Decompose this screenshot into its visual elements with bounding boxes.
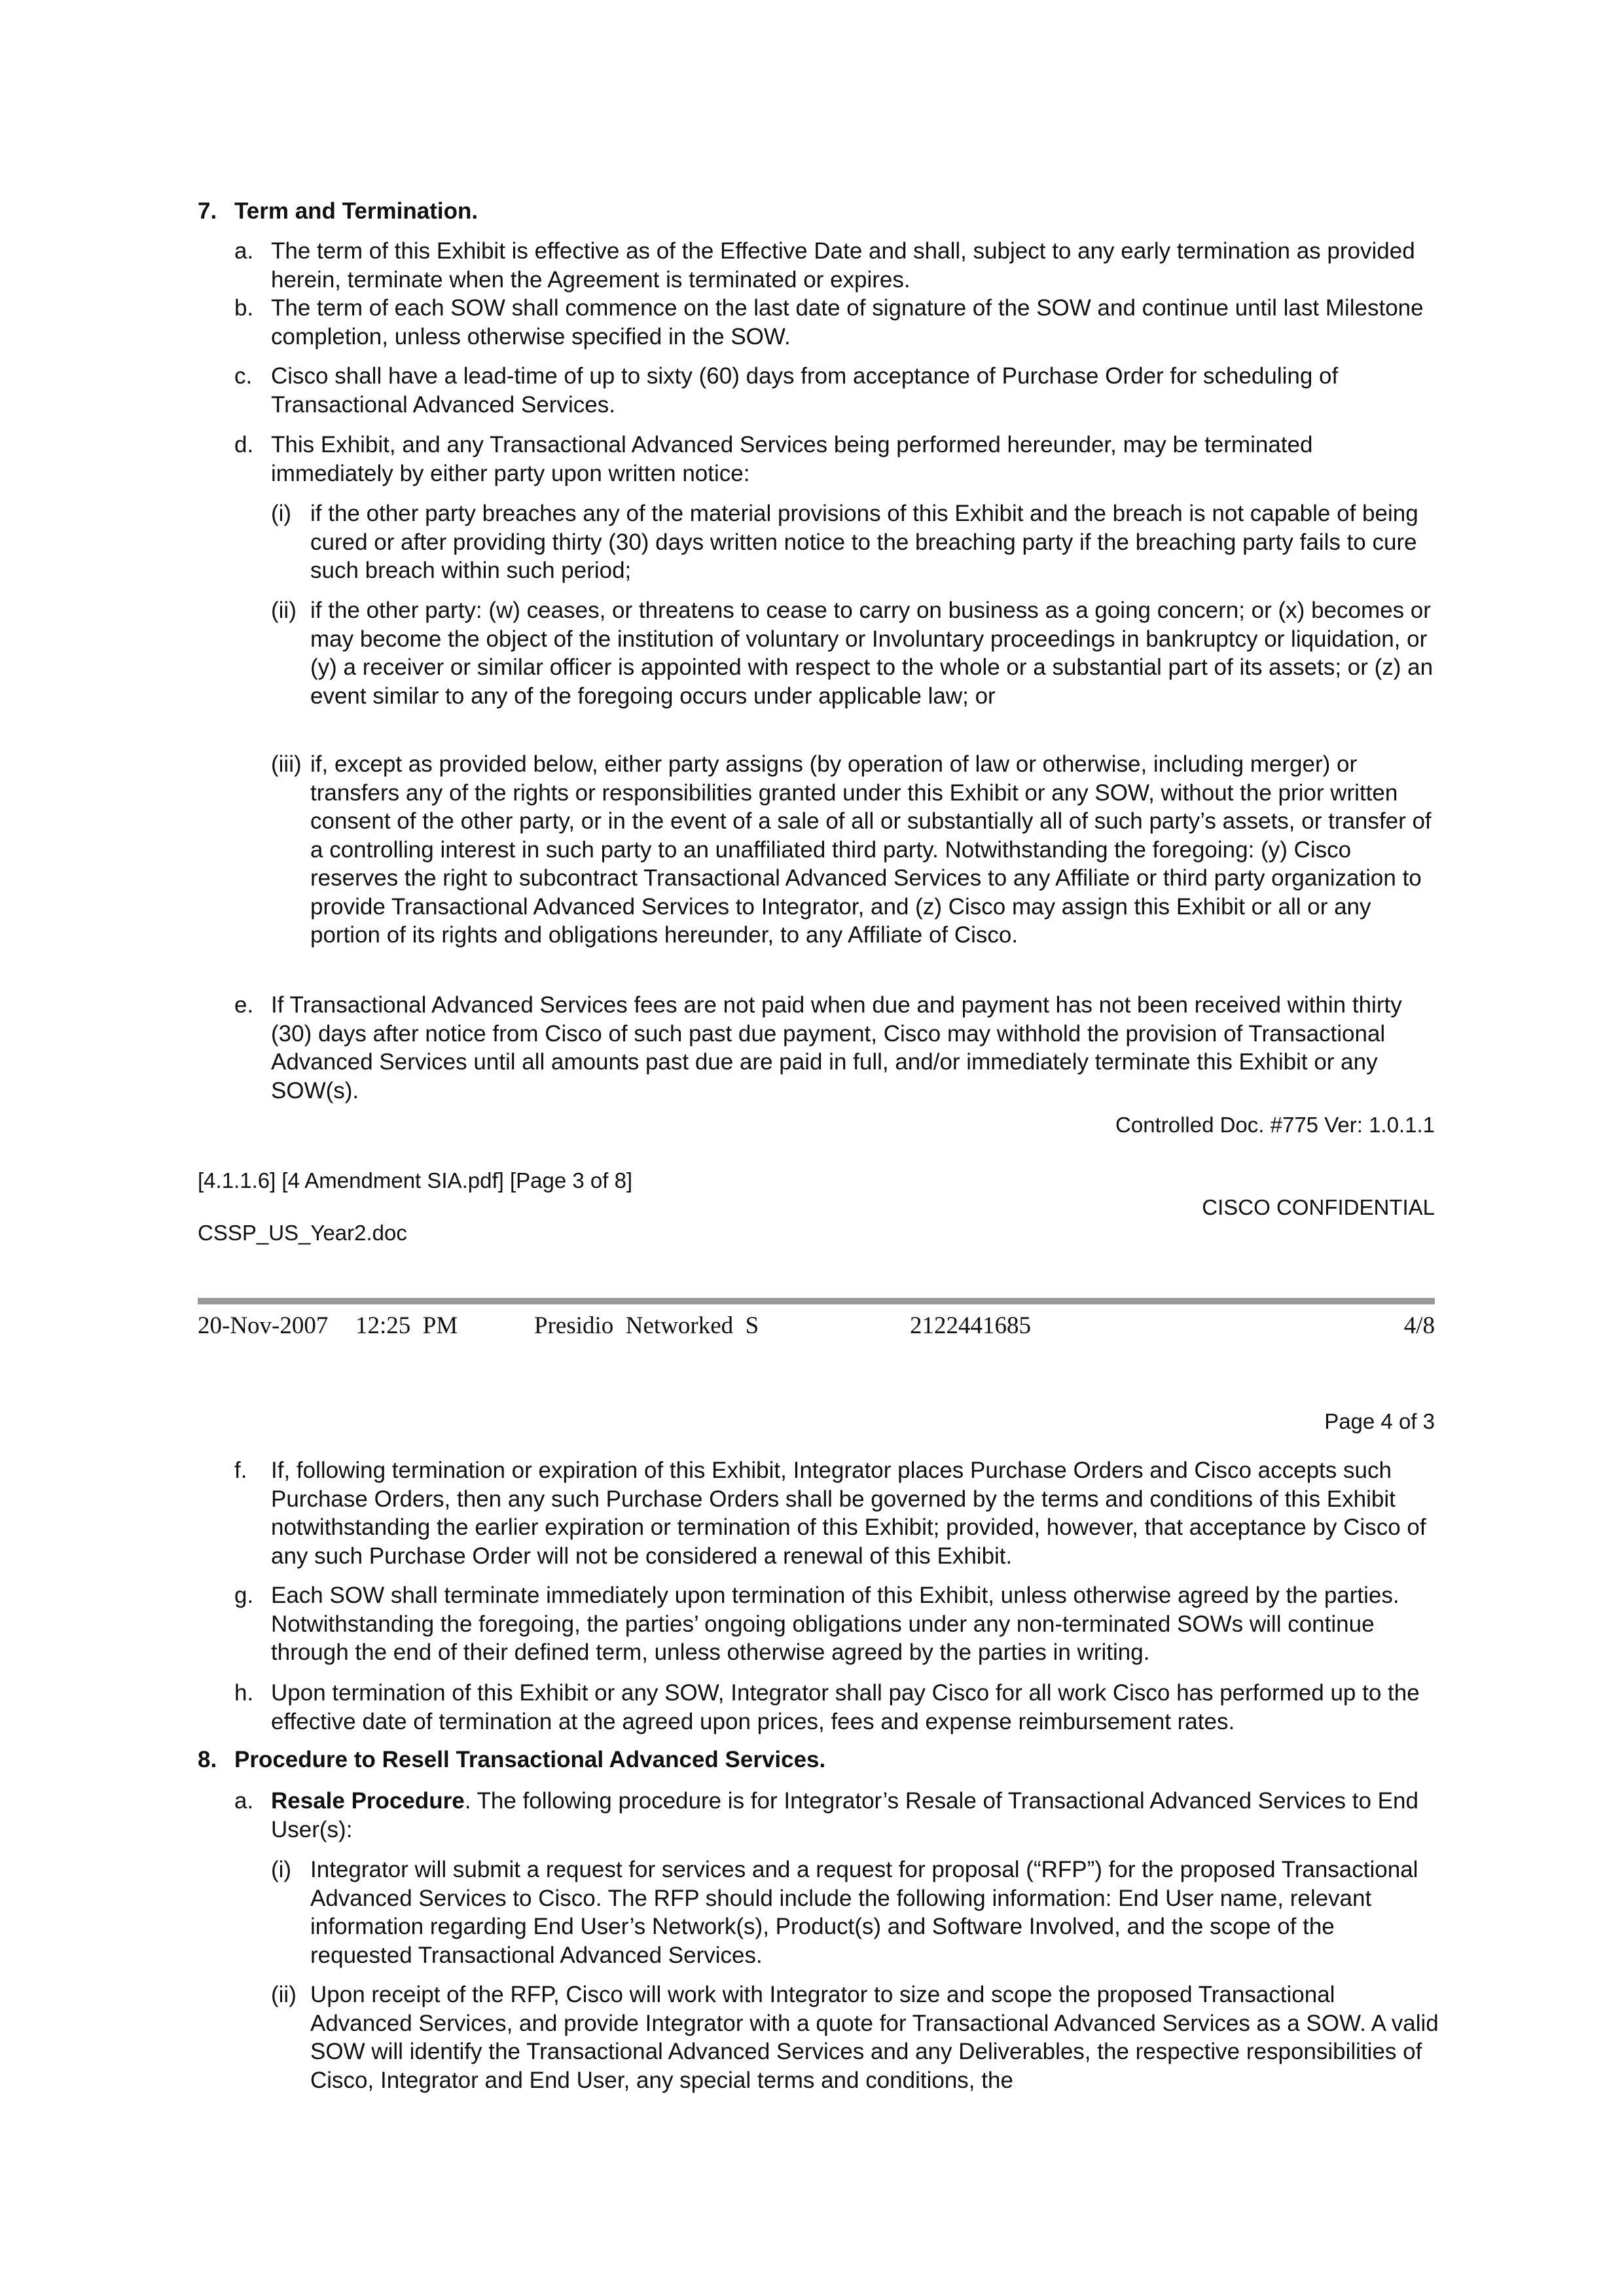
clause-text: The term of each SOW shall commence on the last date of signature of the SOW and continue until last Milestone completion, unless otherwise specified in the SOW.: [271, 295, 1424, 350]
clause-label: c.: [234, 363, 253, 389]
clause-text: This Exhibit, and any Transactional Advanced Services being performed hereunder, may be terminated immediately by either party upon written notice:: [271, 432, 1313, 486]
subclause-label: (i): [271, 501, 292, 526]
section-title: Procedure to Resell Transactional Advanced Services.: [234, 1747, 826, 1772]
section-7-heading: [198, 197, 1441, 226]
clause-label: a.: [234, 1788, 254, 1814]
subclause-label: (iii): [271, 751, 302, 777]
subclause-text: if, except as provided below, either party assigns (by operation of law or otherwise, including merger) or transfers any of the rights or responsibilities granted under this Exhibit or any SOW, without the prior written consent of the other party, or in the event of a sale of all or substantially all of such party’s assets, or transfer of a controlling interest in such party to an unaffiliated third party. Notwithstanding the foregoing: (y) Cisco reserves the right to subcontract Transactional Advanced Services to any Affiliate or third party organization to provide Transactional Advanced Services to Integrator, and (z) Cisco may assign this Exhibit or all or any portion of its rights and obligations hereunder, to any Affiliate of Cisco.: [310, 751, 1432, 948]
clause-text: Each SOW shall terminate immediately upon termination of this Exhibit, unless otherwise agreed by the parties. Notwithstanding the foregoing, the parties’ ongoing obligations under any non-terminated SOWs will continue through the end of their defined term, unless otherwise agreed by the parties in writing.: [271, 1583, 1399, 1665]
clause-label: b.: [234, 295, 254, 321]
confidential-label: CISCO CONFIDENTIAL: [1202, 1195, 1435, 1219]
section-number: 7.: [198, 198, 217, 224]
clause-label: g.: [234, 1583, 254, 1608]
clause-text: If, following termination or expiration of this Exhibit, Integrator places Purchase Orders and Cisco accepts such Purchase Orders, then any such Purchase Orders shall be governed by the terms and conditions of this Exhibit notwithstanding the earlier expiration or termination of this Exhibit; provided, however, that acceptance by Cisco of any such Purchase Order will not be considered a renewal of this Exhibit.: [271, 1458, 1426, 1569]
subclause-text: if the other party breaches any of the material provisions of this Exhibit and the breach is not capable of being cured or after providing thirty (30) days written notice to the breaching party if the breaching party fails to cure such breach within such period;: [310, 501, 1418, 583]
page-label: Page 4 of 3: [1324, 1409, 1435, 1433]
clause-text: Cisco shall have a lead-time of up to sixty (60) days from acceptance of Purchase Order for scheduling of Transactional Advanced Services.: [271, 363, 1339, 418]
clause-text: Upon termination of this Exhibit or any SOW, Integrator shall pay Cisco for all work Cisco has performed up to the effective date of termination at the agreed upon prices, fees and expense reimbursement rates.: [271, 1680, 1420, 1734]
subclause-label: (i): [271, 1857, 292, 1882]
fax-header-rule: [198, 1298, 1435, 1304]
subclause-text: Integrator will submit a request for services and a request for proposal (“RFP”) for the proposed Transactional Advanced Services to Cisco. The RFP should include the following information: End User name, relevant information regarding End User’s Network(s), Product(s) and Software Involved, and the scope of the requested Transactional Advanced Services.: [310, 1857, 1418, 1968]
clause-label: h.: [234, 1680, 254, 1706]
section-title: Term and Termination.: [234, 198, 478, 224]
fax-sender: Presidio Networked S: [534, 1312, 759, 1339]
subclause-text: Upon receipt of the RFP, Cisco will work with Integrator to size and scope the proposed Transactional Advanced Services, and provide Integrator with a quote for Transactional Advanced Services as a SOW. A valid SOW will identify the Transactional Advanced Services and any Deliverables, the respective responsibilities of Cisco, Integrator and End User, any special terms and conditions, the: [310, 1982, 1439, 2093]
clause-text: . The following procedure is for Integrator’s Resale of Transactional Advanced Services to End User(s):: [271, 1788, 1418, 1842]
section-8-heading: [198, 1746, 1441, 1774]
clause-label: a.: [234, 238, 254, 264]
clause-label: f.: [234, 1458, 247, 1483]
clause-text: The term of this Exhibit is effective as of the Effective Date and shall, subject to any early termination as provided herein, terminate when the Agreement is terminated or expires.: [271, 238, 1415, 293]
subclause-text: if the other party: (w) ceases, or threatens to cease to carry on business as a going concern; or (x) becomes or may become the object of the institution of voluntary or Involuntary proceedings in bankruptcy or liquidation, or (y) a receiver or similar officer is appointed with respect to the whole or a substantial part of its assets; or (z) an event similar to any of the foregoing occurs under applicable law; or: [310, 598, 1434, 709]
clause-label: d.: [234, 432, 254, 457]
fax-phone: 2122441685: [910, 1312, 1031, 1339]
section-number: 8.: [198, 1747, 217, 1772]
fax-date: 20-Nov-2007: [198, 1312, 329, 1339]
clause-label: e.: [234, 992, 254, 1018]
controlled-doc-label: Controlled Doc. #775 Ver: 1.0.1.1: [1115, 1113, 1435, 1137]
fax-page-count: 4/8: [1403, 1312, 1435, 1339]
clause-bold-title: Resale Procedure: [271, 1788, 465, 1814]
fax-time: 12:25 PM: [355, 1312, 458, 1339]
document-reference: [4.1.1.6] [4 Amendment SIA.pdf] [Page 3 of 8]: [198, 1168, 633, 1193]
clause-text: If Transactional Advanced Services fees are not paid when due and payment has not been received within thirty (30) days after notice from Cisco of such past due payment, Cisco may withhold the provision of Transactional Advanced Services until all amounts past due are paid in full, and/or immediately terminate this Exhibit or any SOW(s).: [271, 992, 1402, 1103]
subclause-label: (ii): [271, 1982, 297, 2007]
subclause-label: (ii): [271, 598, 297, 623]
document-filename: CSSP_US_Year2.doc: [198, 1221, 407, 1245]
